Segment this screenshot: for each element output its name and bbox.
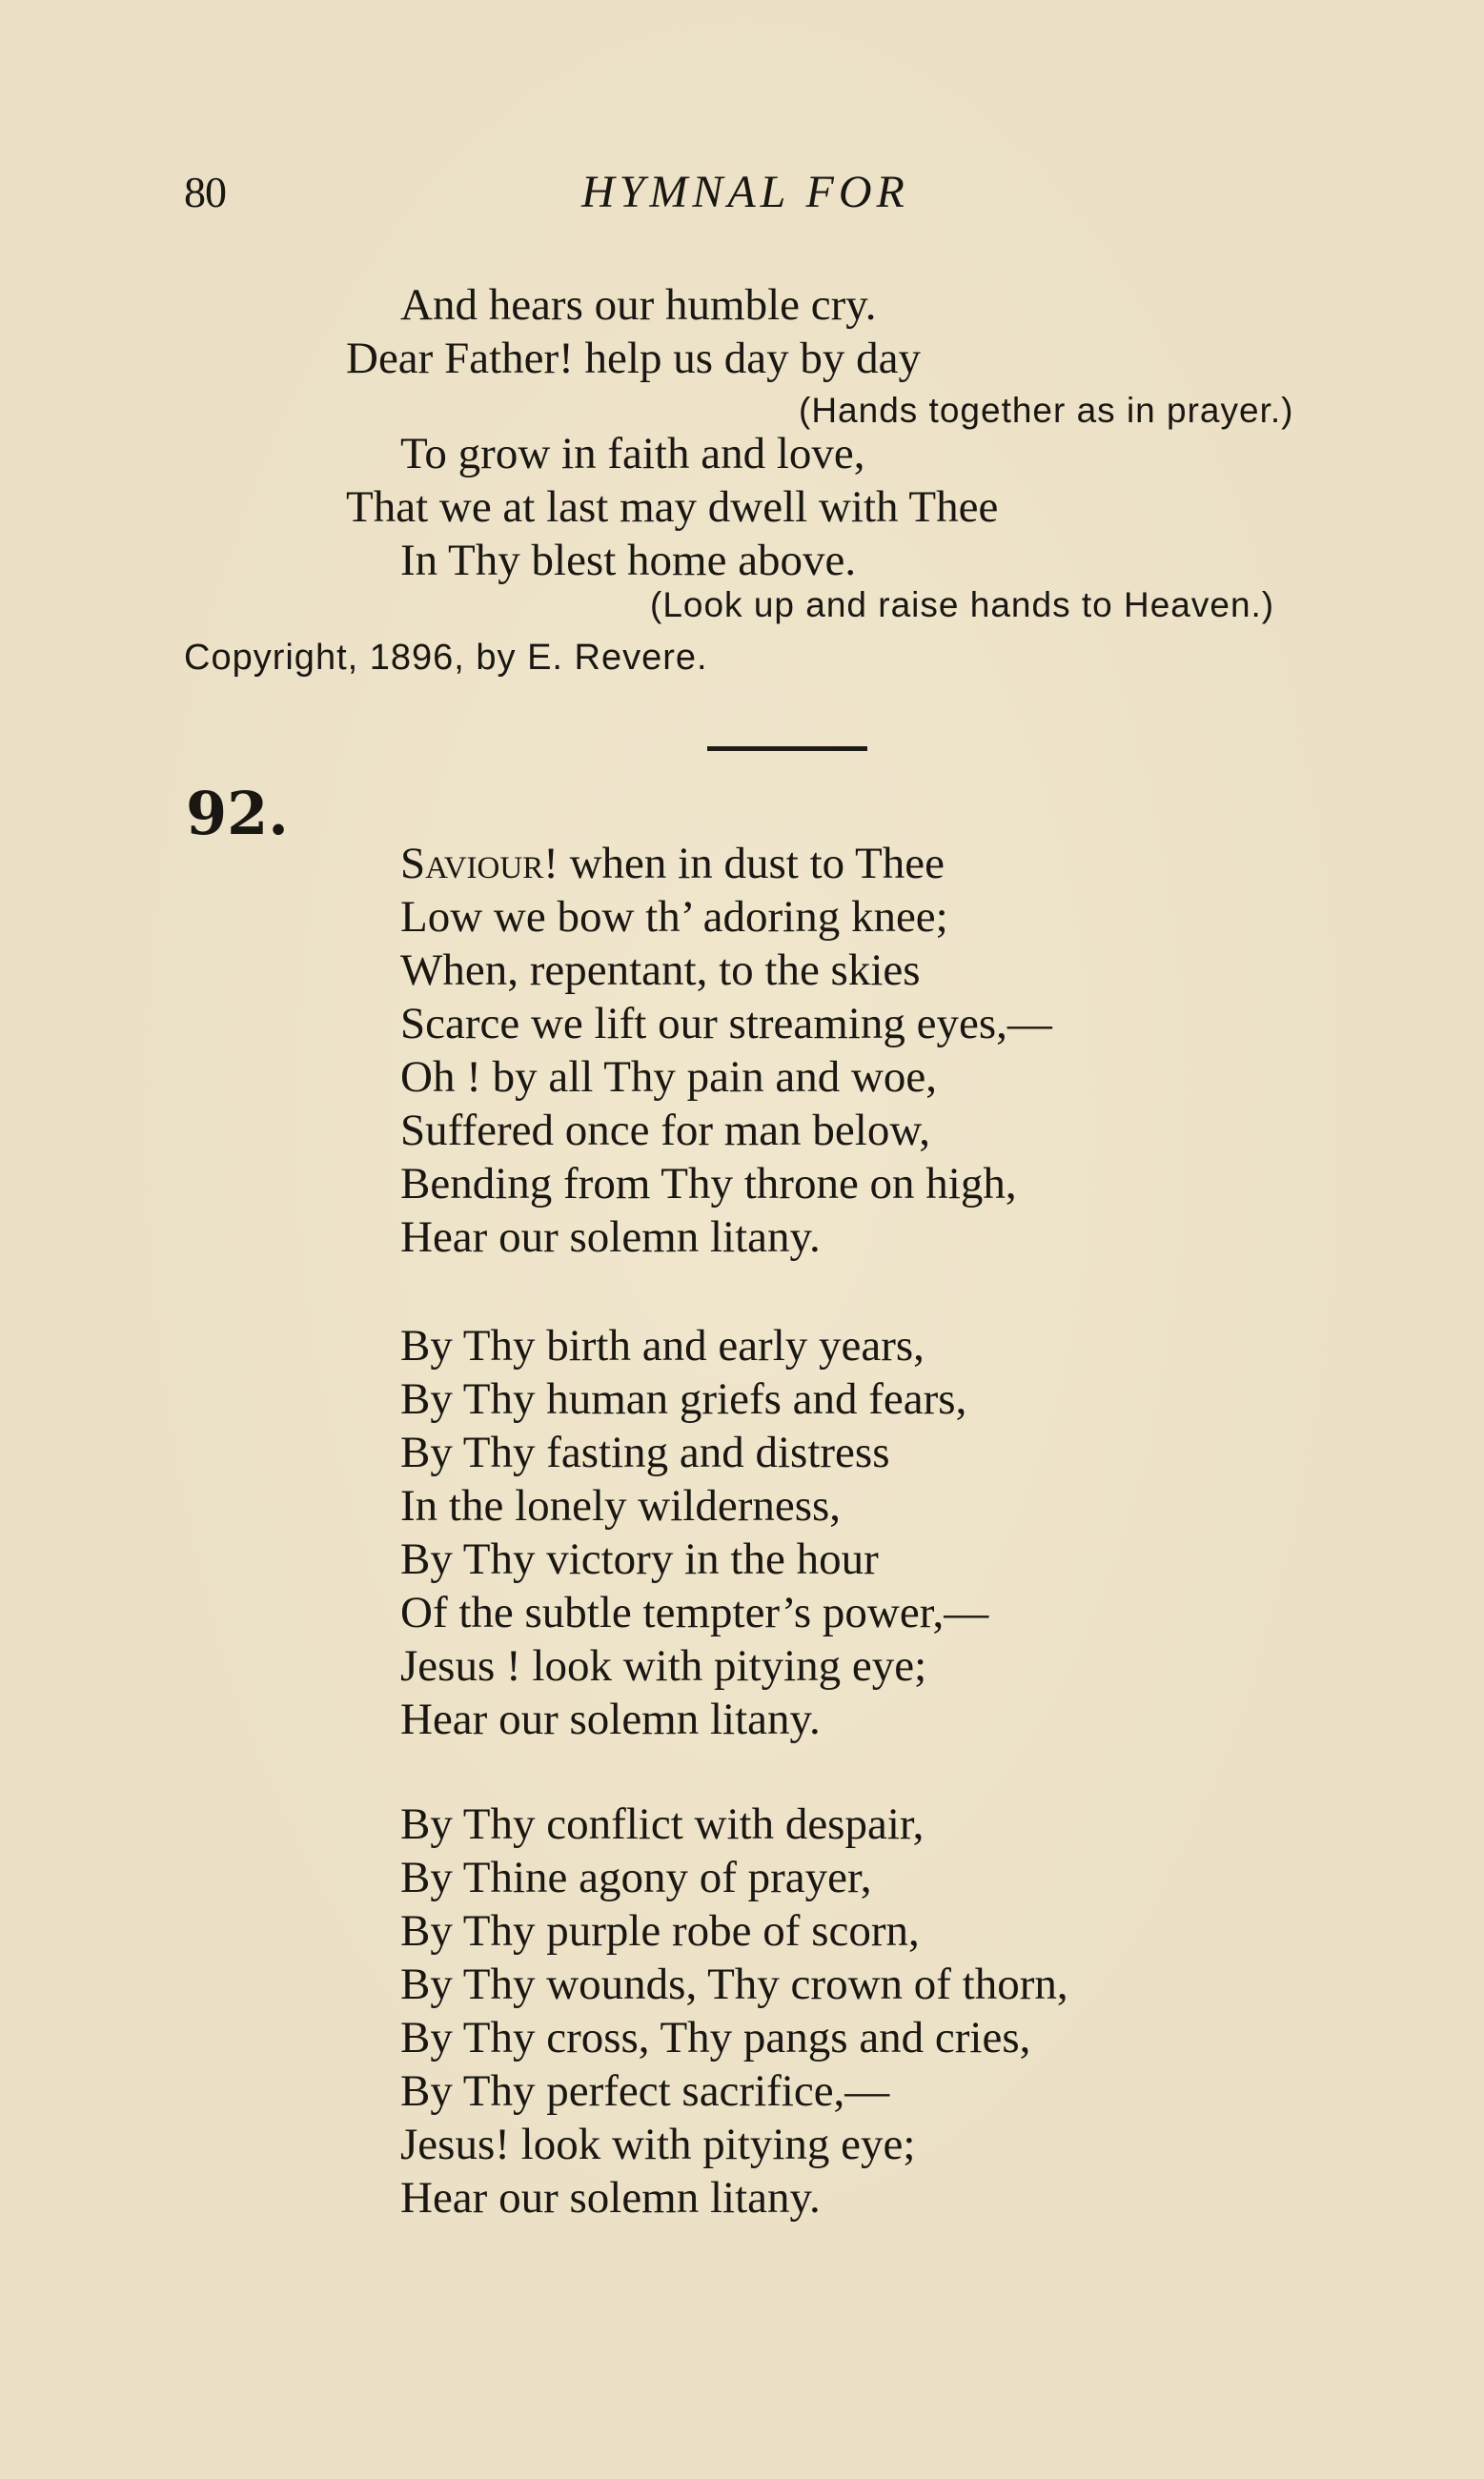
hymn-line: By Thy wounds, Thy crown of thorn, [400,1960,1068,2009]
hymn-line: Jesus! look with pitying eye; [400,2120,916,2169]
hymn-line: In the lonely wilderness, [400,1481,842,1531]
hymn-line: By Thy conflict with despair, [400,1799,925,1849]
copyright-notice: Copyright, 1896, by E. Revere. [184,638,708,678]
prev-hymn-line: And hears our humble cry. [400,280,877,330]
hymn-line: Suffered once for man below, [400,1106,930,1155]
prev-hymn-line: That we at last may dwell with Thee [346,482,999,532]
stage-direction: (Hands together as in prayer.) [799,391,1294,430]
hymn-line: By Thy fasting and distress [400,1428,890,1477]
hymn-line: By Thy perfect sacrifice,— [400,2066,890,2116]
running-title: HYMNAL FOR [581,167,909,217]
stage-direction: (Look up and raise hands to Heaven.) [650,585,1275,624]
page-number: 80 [184,168,226,216]
hymn-line: Of the subtle tempter’s power,— [400,1588,989,1637]
hymn-line: Hear our solemn litany. [400,1212,821,1262]
hymn-line: Hear our solemn litany. [400,2173,821,2223]
hymn-line: By Thy purple robe of scorn, [400,1906,920,1956]
hymn-line: By Thy birth and early years, [400,1321,925,1371]
prev-hymn-line: To grow in faith and love, [400,429,865,478]
prev-hymn-line: In Thy blest home above. [400,536,857,585]
hymn-first-line [400,837,945,890]
first-line-rest: ! when in dust to Thee [543,839,945,888]
section-divider [707,746,867,751]
prev-hymn-line: Dear Father! help us day by day [346,334,921,383]
first-word: Saviour [400,839,544,888]
hymn-line: Scarce we lift our streaming eyes,— [400,999,1052,1048]
hymn-line: Hear our solemn litany. [400,1695,821,1744]
hymn-line: By Thy cross, Thy pangs and cries, [400,2013,1031,2062]
hymn-line: When, repentant, to the skies [400,945,921,995]
hymn-line: By Thy victory in the hour [400,1534,879,1584]
hymn-line: Jesus ! look with pitying eye; [400,1641,927,1691]
hymn-line: By Thy human griefs and fears, [400,1374,967,1424]
hymn-line: By Thine agony of prayer, [400,1853,872,1902]
hymn-number: 92. [186,779,289,848]
hymn-line: Bending from Thy throne on high, [400,1159,1017,1209]
hymn-line: Oh ! by all Thy pain and woe, [400,1052,938,1102]
hymn-line: Low we bow th’ adoring knee; [400,892,948,942]
